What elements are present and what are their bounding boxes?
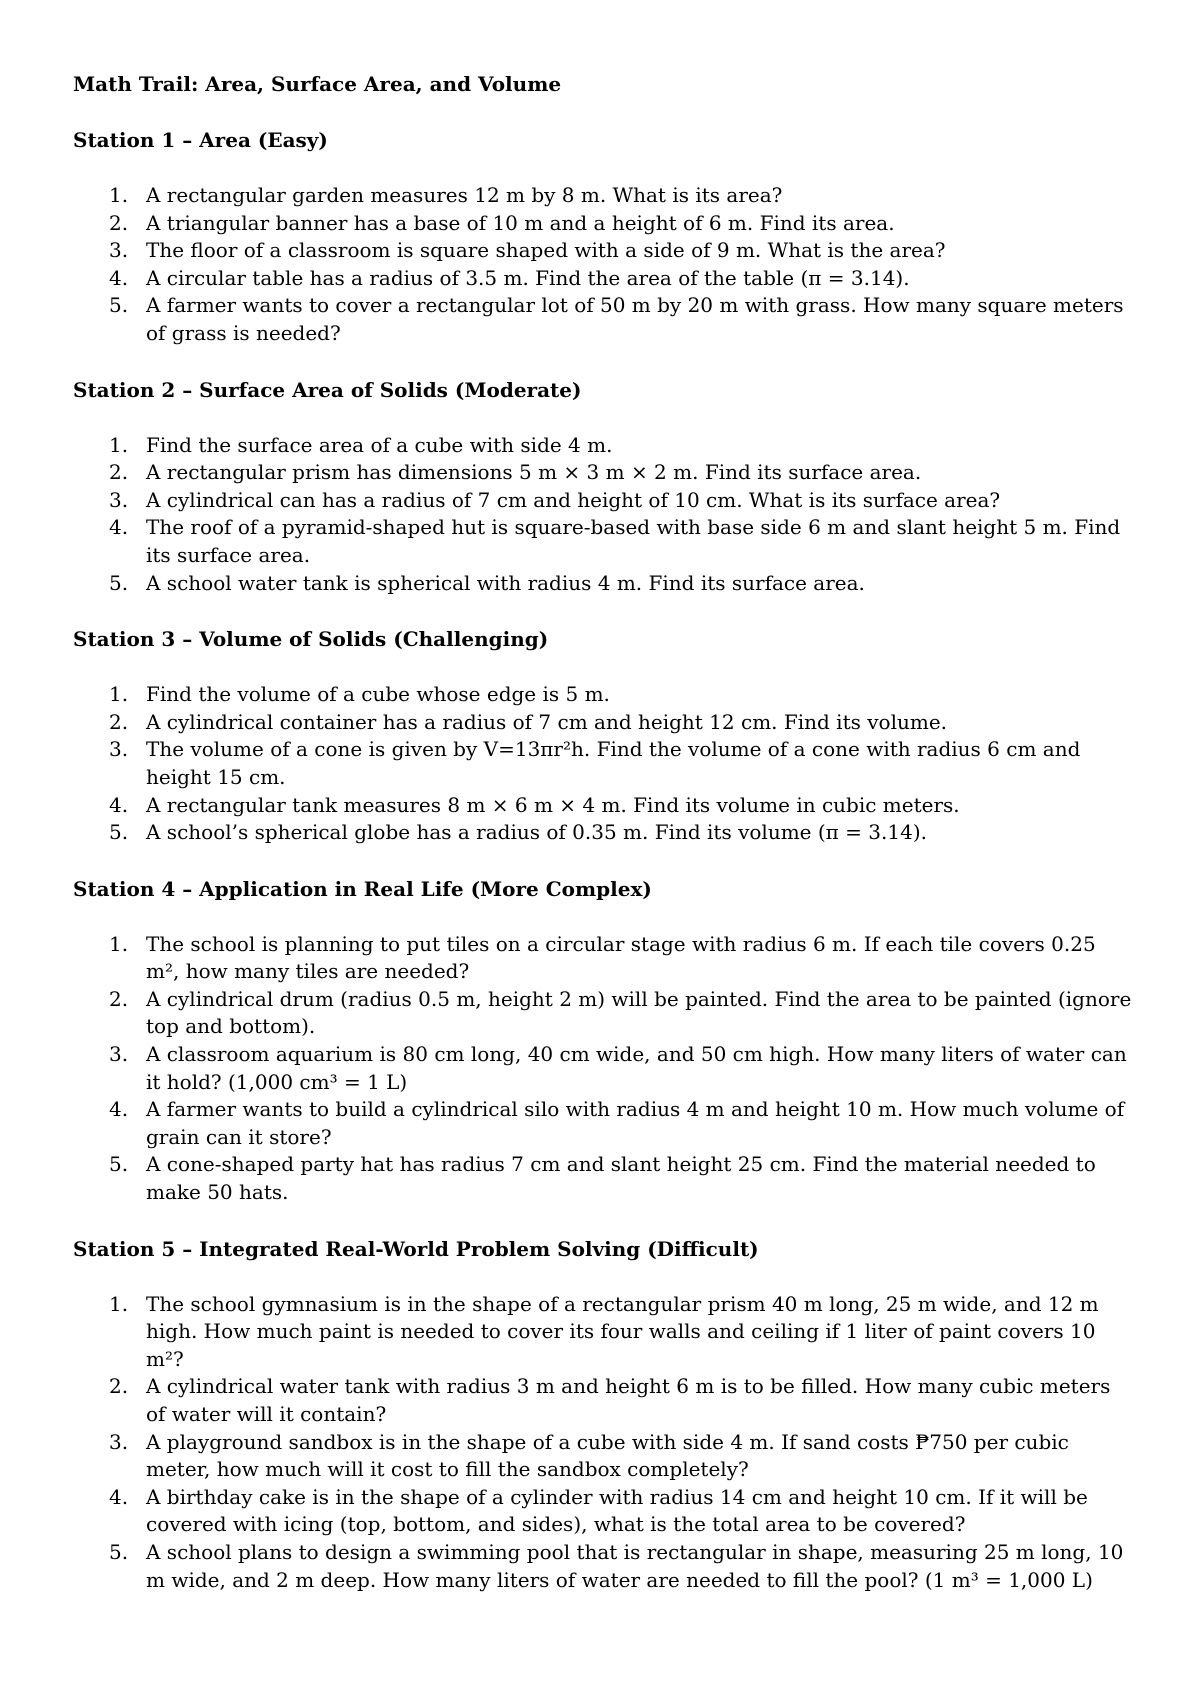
question-number: 1.: [109, 682, 129, 707]
question-text: A farmer wants to cover a rectangular lot of 50 m by 20 m with grass. How many square meters of grass is needed?: [146, 293, 1124, 345]
question-item: [73, 736, 1133, 791]
station-2-section: [73, 376, 1133, 598]
question-number: 3.: [109, 737, 129, 762]
question-number: 4.: [109, 1484, 129, 1509]
question-text: A school water tank is spherical with radius 4 m. Find its surface area.: [146, 570, 865, 595]
question-number: 2.: [109, 1374, 129, 1399]
question-item: [73, 709, 1133, 737]
question-item: [73, 681, 1133, 709]
question-number: 5.: [109, 1152, 129, 1177]
station-5-section: [73, 1235, 1133, 1595]
question-number: 1.: [109, 1291, 129, 1316]
question-number: 2.: [109, 986, 129, 1011]
station-heading: Station 1 – Area (Easy): [73, 128, 328, 152]
question-item: [73, 432, 1133, 460]
question-item: [73, 570, 1133, 598]
question-list: [73, 432, 1133, 598]
question-text: A cylindrical drum (radius 0.5 m, height 2 m) will be painted. Find the area to be painted (ignore top and bottom).: [146, 986, 1132, 1039]
station-3-section: [73, 625, 1133, 847]
station-heading: Station 4 – Application in Real Life (More Complex): [73, 876, 652, 901]
station-heading: Station 3 – Volume of Solids (Challenging): [73, 627, 549, 652]
question-text: A cylindrical container has a radius of 7 cm and height 12 cm. Find its volume.: [146, 709, 948, 734]
question-number: 1.: [109, 183, 129, 207]
question-list: [73, 931, 1133, 1207]
question-item: [73, 1151, 1133, 1206]
question-text: Find the volume of a cube whose edge is 5 m.: [146, 682, 610, 707]
question-text: A rectangular prism has dimensions 5 m × 3 m × 2 m. Find its surface area.: [146, 460, 922, 485]
question-item: [73, 986, 1133, 1041]
question-text: A school plans to design a swimming pool that is rectangular in shape, measuring 25 m long, 10 m wide, and 2 m deep. How many liters of water are needed to fill the pool? (1 m³ = 1,000 L): [146, 1539, 1124, 1592]
question-number: 5.: [109, 293, 129, 318]
question-text: A rectangular garden measures 12 m by 8 m. What is its area?: [146, 183, 783, 207]
question-item: [73, 1539, 1133, 1594]
question-item: [73, 292, 1133, 347]
question-item: [73, 210, 1133, 238]
question-number: 4.: [109, 515, 129, 540]
question-item: [73, 1373, 1133, 1428]
question-number: 3.: [109, 1429, 129, 1454]
question-number: 3.: [109, 1042, 129, 1067]
question-number: 3.: [109, 487, 129, 512]
question-text: A farmer wants to build a cylindrical silo with radius 4 m and height 10 m. How much volume of grain can it store?: [146, 1097, 1125, 1149]
question-text: The floor of a classroom is square shaped with a side of 9 m. What is the area?: [146, 238, 946, 263]
station-heading: Station 5 – Integrated Real-World Problem Solving (Difficult): [73, 1236, 759, 1261]
question-item: [73, 487, 1133, 515]
document-page: [73, 70, 1133, 1622]
station-4-section: [73, 875, 1133, 1207]
question-number: 5.: [109, 570, 129, 595]
question-number: 4.: [109, 1097, 129, 1122]
question-text: A triangular banner has a base of 10 m and a height of 6 m. Find its area.: [146, 210, 895, 235]
station-1-section: [73, 126, 1133, 348]
question-text: A school’s spherical globe has a radius of 0.35 m. Find its volume (π = 3.14).: [146, 820, 927, 845]
question-item: [73, 1429, 1133, 1484]
question-text: A classroom aquarium is 80 cm long, 40 cm wide, and 50 cm high. How many liters of water can it hold? (1,000 cm³ = 1 L): [146, 1042, 1127, 1094]
question-number: 1.: [109, 931, 129, 956]
question-number: 2.: [109, 210, 129, 235]
question-text: A birthday cake is in the shape of a cylinder with radius 14 cm and height 10 cm. If it will be covered with icing (top, bottom, and sides), what is the total area to be covered?: [146, 1484, 1088, 1537]
question-text: The roof of a pyramid-shaped hut is square-based with base side 6 m and slant height 5 m. Find its surface area.: [146, 515, 1121, 567]
question-text: Find the surface area of a cube with side 4 m.: [146, 432, 613, 457]
document-title: Math Trail: Area, Surface Area, and Volume: [73, 72, 562, 96]
question-item: [73, 459, 1133, 487]
question-item: [73, 237, 1133, 265]
question-list: [73, 681, 1133, 847]
question-text: A cylindrical water tank with radius 3 m and height 6 m is to be filled. How many cubic meters of water will it contain?: [146, 1374, 1111, 1426]
question-item: [73, 931, 1133, 986]
question-number: 4.: [109, 792, 129, 817]
question-text: A playground sandbox is in the shape of a cube with side 4 m. If sand costs ₱750 per cubic meter, how much will it cost to fill the sandbox completely?: [146, 1429, 1069, 1482]
question-text: The school gymnasium is in the shape of a rectangular prism 40 m long, 25 m wide, and 12 m high. How much paint is needed to cover its four walls and ceiling if 1 liter of paint covers 10 m²?: [146, 1291, 1099, 1371]
question-number: 3.: [109, 238, 129, 263]
question-text: A cylindrical can has a radius of 7 cm and height of 10 cm. What is its surface area?: [146, 487, 1001, 512]
question-number: 1.: [109, 432, 129, 457]
question-text: The volume of a cone is given by V=13πr²h. Find the volume of a cone with radius 6 cm and height 15 cm.: [146, 737, 1081, 789]
question-item: [73, 265, 1133, 293]
question-number: 2.: [109, 709, 129, 734]
station-heading: Station 2 – Surface Area of Solids (Moderate): [73, 377, 582, 402]
question-item: [73, 1041, 1133, 1096]
question-text: The school is planning to put tiles on a circular stage with radius 6 m. If each tile covers 0.25 m², how many tiles are needed?: [146, 931, 1096, 984]
question-number: 2.: [109, 460, 129, 485]
question-number: 4.: [109, 265, 129, 290]
question-text: A cone-shaped party hat has radius 7 cm and slant height 25 cm. Find the material needed to make 50 hats.: [146, 1152, 1096, 1205]
question-text: A circular table has a radius of 3.5 m. Find the area of the table (π = 3.14).: [146, 265, 910, 290]
question-item: [73, 514, 1133, 569]
question-item: [73, 1096, 1133, 1151]
question-item: [73, 819, 1133, 847]
question-item: [73, 1291, 1133, 1374]
question-item: [73, 1484, 1133, 1539]
question-item: [73, 182, 1133, 210]
question-list: [73, 182, 1133, 348]
question-text: A rectangular tank measures 8 m × 6 m × 4 m. Find its volume in cubic meters.: [146, 792, 960, 817]
question-number: 5.: [109, 820, 129, 845]
question-list: [73, 1291, 1133, 1595]
question-item: [73, 792, 1133, 820]
question-number: 5.: [109, 1539, 129, 1564]
